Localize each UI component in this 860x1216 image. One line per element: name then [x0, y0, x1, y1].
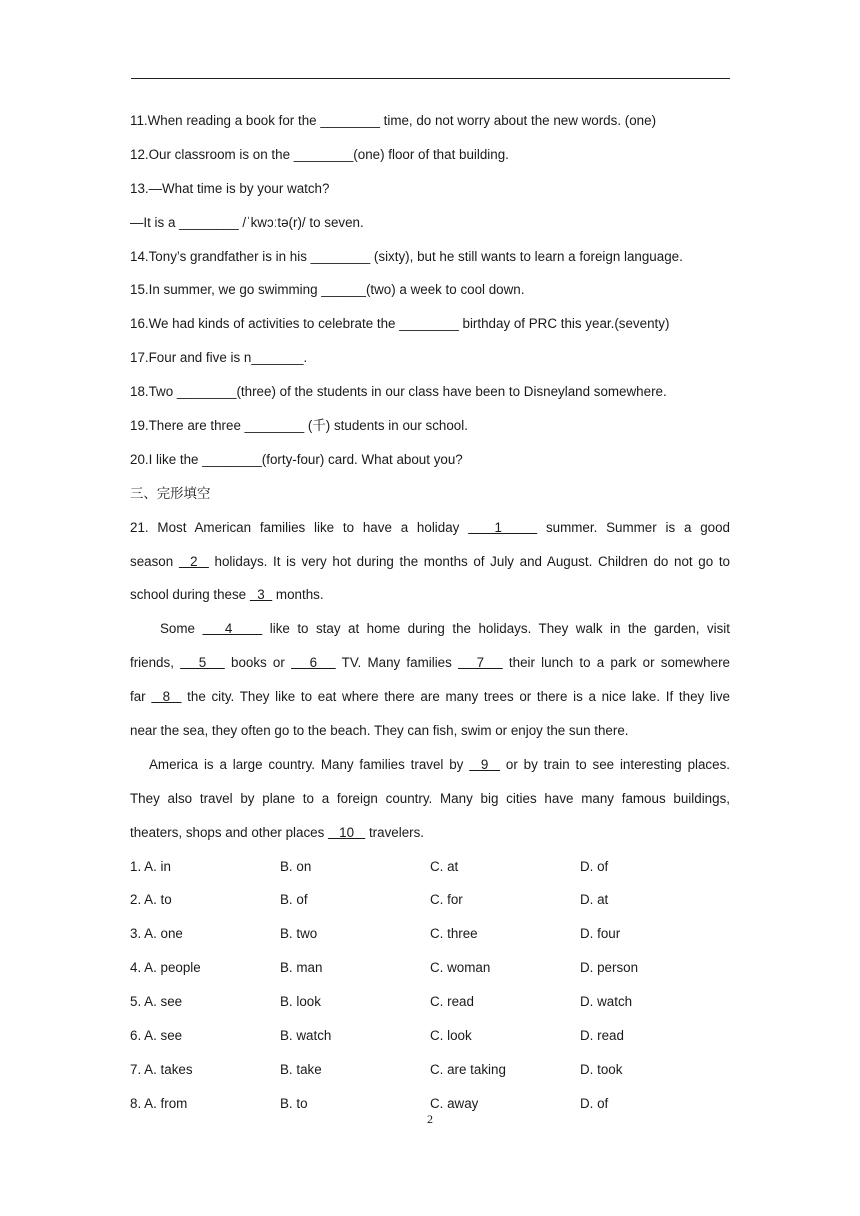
- blank-1: 1: [468, 519, 538, 535]
- option-d: D. at: [580, 892, 609, 908]
- blank-4: 4: [202, 621, 263, 637]
- option-b: B. of: [280, 892, 308, 908]
- option-b: B. take: [280, 1061, 322, 1077]
- question-19: 19.There are three ________ (千) students in our school.: [130, 418, 468, 434]
- option-a: 2. A. to: [130, 892, 172, 908]
- passage-line: 21. Most American families like to have a holiday 1 summer. Summer is a good: [130, 519, 730, 535]
- header-rule: [131, 78, 730, 79]
- question-18: 18.Two ________(three) of the students in our class have been to Disneyland somewhere.: [130, 384, 667, 400]
- options-row: [130, 1057, 730, 1091]
- option-c: C. look: [430, 1028, 472, 1044]
- passage-line: theaters, shops and other places 10 travelers.: [130, 824, 425, 840]
- option-d: D. watch: [580, 994, 633, 1010]
- option-a: 4. A. people: [130, 960, 201, 976]
- option-d: D. of: [580, 858, 609, 874]
- passage-line: school during these 3 months.: [130, 587, 324, 603]
- passage-line: They also travel by plane to a foreign country. Many big cities have many famous buildings,: [130, 790, 730, 806]
- page-number: 2: [427, 1112, 433, 1126]
- passage-line: friends, 5 books or 6 TV. Many families 7 their lunch to a park or somewhere: [130, 655, 730, 671]
- blank-6: 6: [291, 655, 336, 671]
- options-row: [130, 921, 730, 955]
- question-12: 12.Our classroom is on the ________(one) floor of that building.: [130, 146, 509, 162]
- blank-8: 8: [151, 689, 182, 705]
- option-c: C. are taking: [430, 1061, 506, 1077]
- passage-line: Some 4 like to stay at home during the holidays. They walk in the garden, visit: [160, 621, 730, 637]
- option-d: D. person: [580, 960, 639, 976]
- question-11: 11.When reading a book for the ________ time, do not worry about the new words. (one): [130, 113, 657, 128]
- option-b: B. man: [280, 960, 323, 976]
- blank-7: 7: [458, 655, 503, 671]
- option-d: D. of: [580, 1095, 609, 1111]
- option-a: 8. A. from: [130, 1095, 188, 1111]
- options-row: [130, 887, 730, 921]
- options-row: [130, 989, 730, 1023]
- option-d: D. took: [580, 1061, 623, 1077]
- question-20: 20.I like the ________(forty-four) card. What about you?: [130, 451, 463, 467]
- question-17: 17.Four and five is n_______.: [130, 350, 308, 366]
- options-row: [130, 955, 730, 989]
- option-a: 7. A. takes: [130, 1061, 193, 1077]
- question-13: 13.—What time is by your watch?: [130, 180, 330, 196]
- option-c: C. away: [430, 1095, 479, 1111]
- question-15: 15.In summer, we go swimming ______(two) a week to cool down.: [130, 282, 525, 298]
- passage-line: season 2 holidays. It is very hot during the months of July and August. Children do not go to: [130, 553, 730, 569]
- passage-line: far 8 the city. They like to eat where there are many trees or there is a nice lake. If they live: [130, 689, 730, 705]
- blank-9: 9: [469, 756, 501, 772]
- blank-5: 5: [180, 655, 225, 671]
- option-b: B. watch: [280, 1028, 332, 1044]
- option-b: B. on: [280, 858, 312, 874]
- content: [130, 108, 730, 1125]
- section-title: 三、完形填空: [130, 485, 211, 501]
- options-row: [130, 1023, 730, 1057]
- option-d: D. read: [580, 1028, 624, 1044]
- blank-10: 10: [328, 824, 366, 840]
- option-b: B. to: [280, 1095, 308, 1111]
- blank-3: 3: [249, 587, 273, 603]
- option-a: 6. A. see: [130, 1028, 183, 1044]
- passage-line: near the sea, they often go to the beach. They can fish, swim or enjoy the sun there.: [130, 723, 629, 739]
- option-a: 5. A. see: [130, 994, 183, 1010]
- option-b: B. look: [280, 994, 321, 1010]
- option-b: B. two: [280, 926, 318, 942]
- option-c: C. at: [430, 858, 459, 874]
- option-a: 1. A. in: [130, 858, 171, 874]
- option-d: D. four: [580, 926, 621, 942]
- question-13-answer-line: —It is a ________ /ˈkwɔːtə(r)/ to seven.: [130, 214, 364, 230]
- blank-2: 2: [178, 553, 209, 569]
- passage-line: America is a large country. Many families travel by 9 or by train to see interesting places.: [149, 756, 730, 772]
- option-c: C. woman: [430, 960, 491, 976]
- option-c: C. read: [430, 994, 474, 1010]
- options-row: [130, 854, 730, 888]
- question-14: 14.Tony’s grandfather is in his ________ (sixty), but he still wants to learn a foreign language.: [130, 248, 683, 264]
- option-a: 3. A. one: [130, 926, 183, 942]
- option-c: C. for: [430, 892, 463, 908]
- question-16: 16.We had kinds of activities to celebrate the ________ birthday of PRC this year.(seventy): [130, 316, 670, 332]
- option-c: C. three: [430, 926, 478, 942]
